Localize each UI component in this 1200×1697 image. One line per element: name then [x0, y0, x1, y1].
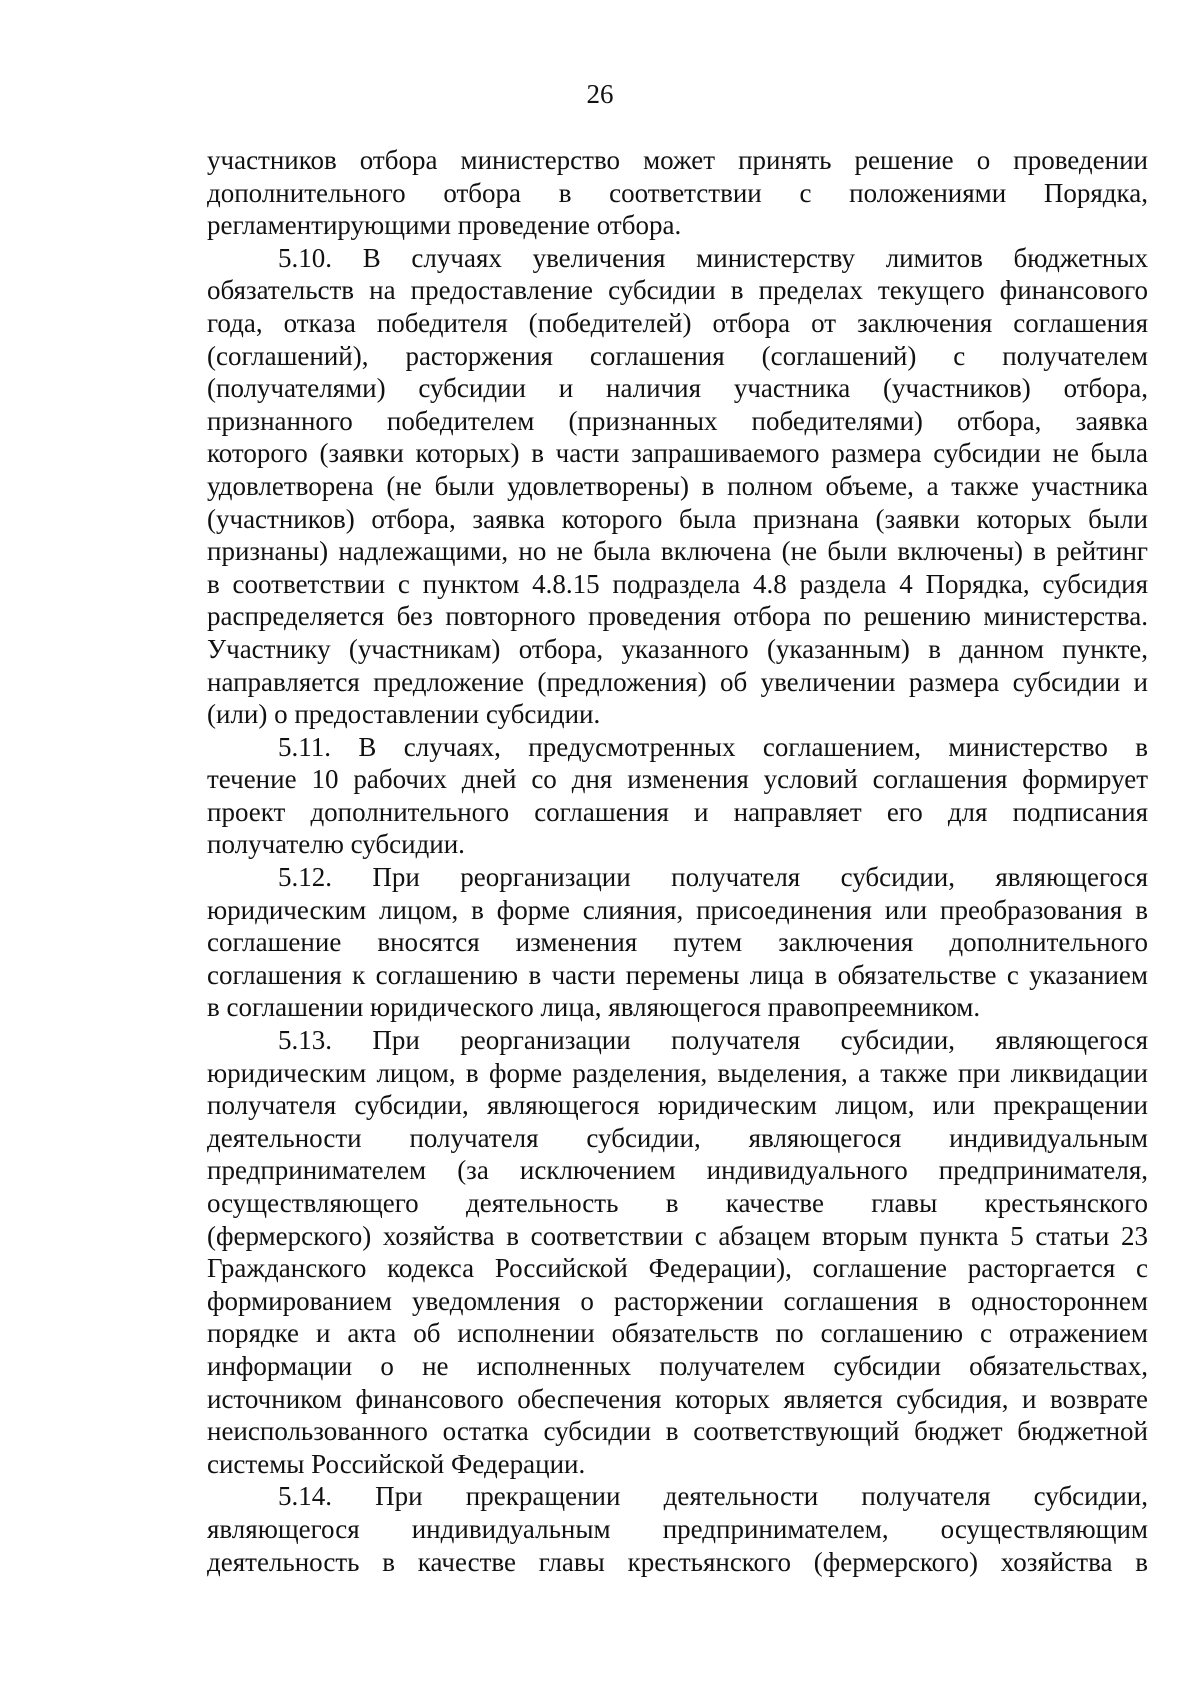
text-line: Участнику (участникам) отбора, указанного (указанным) в данном пункте,	[207, 633, 1148, 664]
text-line: (фермерского) хозяйства в соответствии с абзацем вторым пункта 5 статьи 23	[207, 1220, 1148, 1251]
text-line: юридическим лицом, в форме слияния, присоединения или преобразования в	[207, 894, 1148, 925]
text-line: 5.11. В случаях, предусмотренных соглашением, министерство в	[278, 731, 1148, 762]
text-line: обязательств на предоставление субсидии в пределах текущего финансового	[207, 275, 1148, 306]
text-line: юридическим лицом, в форме разделения, выделения, а также при ликвидации	[207, 1057, 1148, 1088]
page-number: 26	[586, 79, 614, 109]
document-body	[207, 144, 1148, 1578]
text-line: 5.14. При прекращении деятельности получателя субсидии,	[278, 1481, 1148, 1512]
text-line: течение 10 рабочих дней со дня изменения условий соглашения формирует	[207, 764, 1148, 795]
text-line: получателю субсидии.	[207, 829, 465, 860]
text-line: (или) о предоставлении субсидии.	[207, 699, 601, 730]
text-line: (получателями) субсидии и наличия участника (участников) отбора,	[207, 373, 1148, 404]
text-line: удовлетворена (не были удовлетворены) в полном объеме, а также участника	[207, 470, 1148, 501]
text-line: осуществляющего деятельность в качестве главы крестьянского	[207, 1188, 1148, 1218]
text-line: 5.13. При реорганизации получателя субсидии, являющегося	[278, 1025, 1148, 1056]
text-line: Гражданского кодекса Российской Федерации), соглашение расторгается с	[207, 1253, 1148, 1284]
text-line: неиспользованного остатка субсидии в соответствующий бюджет бюджетной	[207, 1416, 1148, 1447]
text-line: соглашения к соглашению в части перемены лица в обязательстве с указанием	[207, 959, 1148, 990]
text-line: системы Российской Федерации.	[207, 1448, 586, 1479]
text-line: порядке и акта об исполнении обязательств по соглашению с отражением	[207, 1318, 1148, 1349]
text-line: года, отказа победителя (победителей) отбора от заключения соглашения	[207, 307, 1148, 338]
text-line: в соответствии с пунктом 4.8.15 подраздела 4.8 раздела 4 Порядка, субсидия	[207, 568, 1148, 599]
text-line: (участников) отбора, заявка которого была признана (заявки которых были	[207, 503, 1148, 534]
text-line: дополнительного отбора в соответствии с положениями Порядка,	[207, 177, 1148, 208]
text-line: получателя субсидии, являющегося юридическим лицом, или прекращении	[207, 1090, 1148, 1121]
text-line: регламентирующими проведение отбора.	[207, 210, 682, 241]
text-line: предпринимателем (за исключением индивидуального предпринимателя,	[207, 1155, 1148, 1186]
text-line: которого (заявки которых) в части запрашиваемого размера субсидии не была	[207, 438, 1148, 469]
text-line: источником финансового обеспечения которых является субсидия, и возврате	[207, 1383, 1148, 1414]
text-line: признаны) надлежащими, но не была включена (не были включены) в рейтинг	[207, 536, 1148, 567]
text-line: проект дополнительного соглашения и направляет его для подписания	[207, 796, 1148, 827]
text-line: распределяется без повторного проведения отбора по решению министерства.	[207, 601, 1148, 632]
text-line: признанного победителем (признанных победителями) отбора, заявка	[207, 405, 1148, 436]
text-line: 5.10. В случаях увеличения министерству лимитов бюджетных	[278, 242, 1148, 273]
text-line: (соглашений), расторжения соглашения (соглашений) с получателем	[207, 340, 1148, 371]
text-line: информации о не исполненных получателем субсидии обязательствах,	[207, 1350, 1148, 1381]
text-line: участников отбора министерство может принять решение о проведении	[207, 145, 1148, 175]
text-line: деятельность в качестве главы крестьянского (фермерского) хозяйства в	[207, 1546, 1148, 1577]
text-line: деятельности получателя субсидии, являющегося индивидуальным	[207, 1122, 1148, 1153]
text-line: 5.12. При реорганизации получателя субсидии, являющегося	[278, 862, 1148, 893]
text-line: являющегося индивидуальным предпринимателем, осуществляющим	[207, 1513, 1148, 1544]
text-line: направляется предложение (предложения) об увеличении размера субсидии и	[207, 666, 1148, 697]
text-line: формированием уведомления о расторжении соглашения в одностороннем	[207, 1285, 1148, 1316]
text-line: в соглашении юридического лица, являющегося правопреемником.	[207, 992, 981, 1023]
text-line: соглашение вносятся изменения путем заключения дополнительного	[207, 927, 1148, 958]
